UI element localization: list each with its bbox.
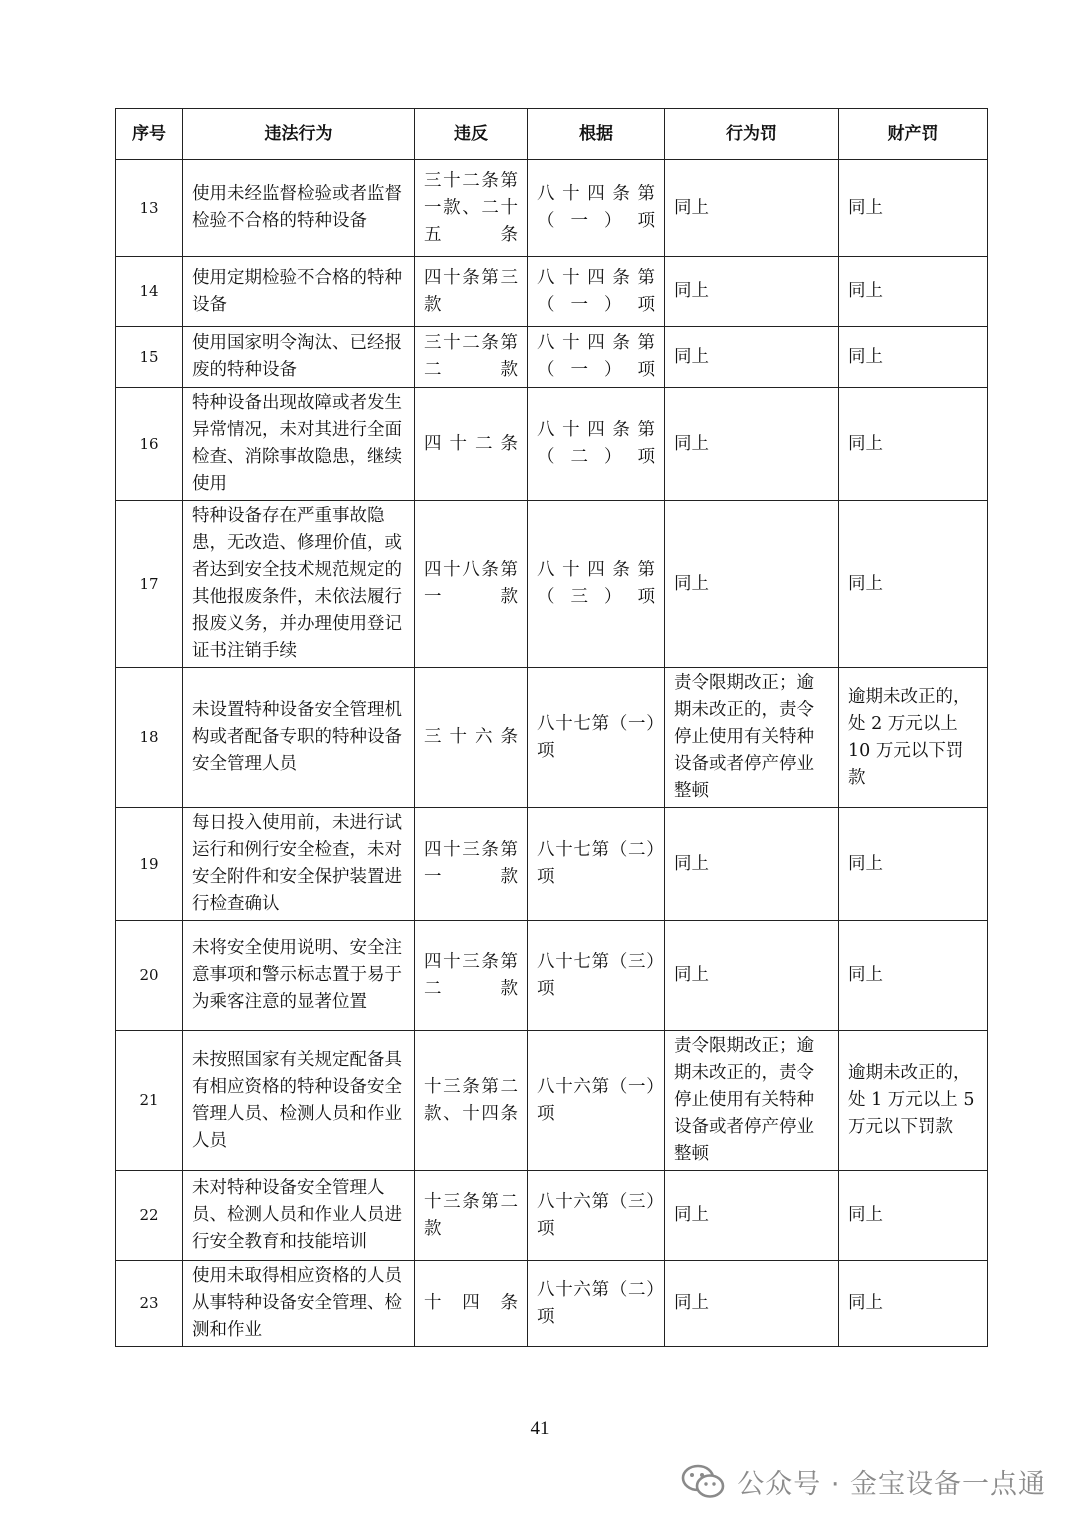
cell-violation-act: 未按照国家有关规定配备具有相应资格的特种设备安全管理人员、检测人员和作业人员	[183, 1031, 415, 1171]
cell-seq: 19	[116, 808, 183, 921]
cell-violated-article: 十四条	[415, 1261, 528, 1347]
cell-behavior-penalty: 同上	[665, 1171, 839, 1261]
cell-violated-article: 四十二条	[415, 388, 528, 501]
header-seq: 序号	[116, 109, 183, 160]
cell-basis: 八十六第（一）项	[528, 1031, 665, 1171]
page-number: 41	[530, 1418, 550, 1439]
table-row	[116, 921, 988, 1031]
cell-seq: 21	[116, 1031, 183, 1171]
cell-violated-article: 十三条第二款、十四条	[415, 1031, 528, 1171]
penalty-table	[115, 108, 988, 1347]
cell-behavior-penalty: 同上	[665, 257, 839, 327]
cell-property-penalty: 逾期未改正的，处 2 万元以上 10 万元以下罚款	[839, 668, 988, 808]
cell-violated-article: 四十三条第一款	[415, 808, 528, 921]
cell-seq: 20	[116, 921, 183, 1031]
table-row	[116, 327, 988, 388]
wechat-icon	[681, 1464, 725, 1500]
cell-basis: 八十七第（三）项	[528, 921, 665, 1031]
table-row	[116, 501, 988, 668]
cell-property-penalty: 同上	[839, 921, 988, 1031]
cell-basis: 八十四条第（三）项	[528, 501, 665, 668]
table-row	[116, 808, 988, 921]
cell-violation-act: 使用国家明令淘汰、已经报废的特种设备	[183, 327, 415, 388]
header-behavior-penalty: 行为罚	[665, 109, 839, 160]
cell-violated-article: 三十二条第二款	[415, 327, 528, 388]
cell-property-penalty: 同上	[839, 1261, 988, 1347]
header-basis: 根据	[528, 109, 665, 160]
cell-seq: 15	[116, 327, 183, 388]
cell-seq: 22	[116, 1171, 183, 1261]
cell-violation-act: 使用定期检验不合格的特种设备	[183, 257, 415, 327]
cell-violation-act: 特种设备出现故障或者发生异常情况，未对其进行全面检查、消除事故隐患，继续使用	[183, 388, 415, 501]
cell-basis: 八十七第（一）项	[528, 668, 665, 808]
cell-basis: 八十七第（二）项	[528, 808, 665, 921]
table-row	[116, 388, 988, 501]
cell-basis: 八十四条第（一）项	[528, 327, 665, 388]
cell-violation-act: 未将安全使用说明、安全注意事项和警示标志置于易于为乘客注意的显著位置	[183, 921, 415, 1031]
cell-violation-act: 特种设备存在严重事故隐患，无改造、修理价值，或者达到安全技术规范规定的其他报废条件，未依法履行报废义务，并办理使用登记证书注销手续	[183, 501, 415, 668]
watermark-text: 公众号 · 金宝设备一点通	[737, 1469, 1046, 1500]
header-violated-article: 违反	[415, 109, 528, 160]
table-row	[116, 668, 988, 808]
cell-seq: 23	[116, 1261, 183, 1347]
cell-violated-article: 四十八条第一款	[415, 501, 528, 668]
cell-violated-article: 四十三条第二款	[415, 921, 528, 1031]
cell-basis: 八十六第（二）项	[528, 1261, 665, 1347]
watermark	[681, 1462, 1046, 1501]
header-property-penalty: 财产罚	[839, 109, 988, 160]
cell-violated-article: 十三条第二款	[415, 1171, 528, 1261]
cell-violation-act: 未设置特种设备安全管理机构或者配备专职的特种设备安全管理人员	[183, 668, 415, 808]
cell-basis: 八十六第（三）项	[528, 1171, 665, 1261]
cell-basis: 八十四条第（一）项	[528, 160, 665, 257]
cell-behavior-penalty: 同上	[665, 327, 839, 388]
cell-violation-act: 使用未取得相应资格的人员从事特种设备安全管理、检测和作业	[183, 1261, 415, 1347]
cell-violation-act: 未对特种设备安全管理人员、检测人员和作业人员进行安全教育和技能培训	[183, 1171, 415, 1261]
cell-property-penalty: 同上	[839, 388, 988, 501]
cell-property-penalty: 同上	[839, 257, 988, 327]
cell-property-penalty: 逾期未改正的，处 1 万元以上 5 万元以下罚款	[839, 1031, 988, 1171]
cell-seq: 14	[116, 257, 183, 327]
cell-violation-act: 使用未经监督检验或者监督检验不合格的特种设备	[183, 160, 415, 257]
cell-property-penalty: 同上	[839, 808, 988, 921]
cell-violation-act: 每日投入使用前，未进行试运行和例行安全检查，未对安全附件和安全保护装置进行检查确认	[183, 808, 415, 921]
table-row	[116, 1171, 988, 1261]
cell-seq: 18	[116, 668, 183, 808]
cell-behavior-penalty: 同上	[665, 921, 839, 1031]
table-row	[116, 1031, 988, 1171]
cell-violated-article: 三十六条	[415, 668, 528, 808]
table-row	[116, 257, 988, 327]
cell-violated-article: 三十二条第一款、二十五条	[415, 160, 528, 257]
cell-property-penalty: 同上	[839, 327, 988, 388]
cell-seq: 13	[116, 160, 183, 257]
cell-behavior-penalty: 责令限期改正；逾期未改正的，责令停止使用有关特种设备或者停产停业整顿	[665, 668, 839, 808]
cell-behavior-penalty: 同上	[665, 388, 839, 501]
cell-behavior-penalty: 同上	[665, 808, 839, 921]
cell-basis: 八十四条第（二）项	[528, 388, 665, 501]
cell-basis: 八十四条第（一）项	[528, 257, 665, 327]
table-body	[116, 160, 988, 1347]
cell-property-penalty: 同上	[839, 160, 988, 257]
cell-violated-article: 四十条第三款	[415, 257, 528, 327]
cell-property-penalty: 同上	[839, 1171, 988, 1261]
cell-behavior-penalty: 同上	[665, 501, 839, 668]
cell-behavior-penalty: 同上	[665, 160, 839, 257]
table-row	[116, 160, 988, 257]
cell-seq: 16	[116, 388, 183, 501]
table-row	[116, 1261, 988, 1347]
table-header-row	[116, 109, 988, 160]
cell-property-penalty: 同上	[839, 501, 988, 668]
cell-seq: 17	[116, 501, 183, 668]
header-violation-act: 违法行为	[183, 109, 415, 160]
cell-behavior-penalty: 责令限期改正；逾期未改正的，责令停止使用有关特种设备或者停产停业整顿	[665, 1031, 839, 1171]
cell-behavior-penalty: 同上	[665, 1261, 839, 1347]
